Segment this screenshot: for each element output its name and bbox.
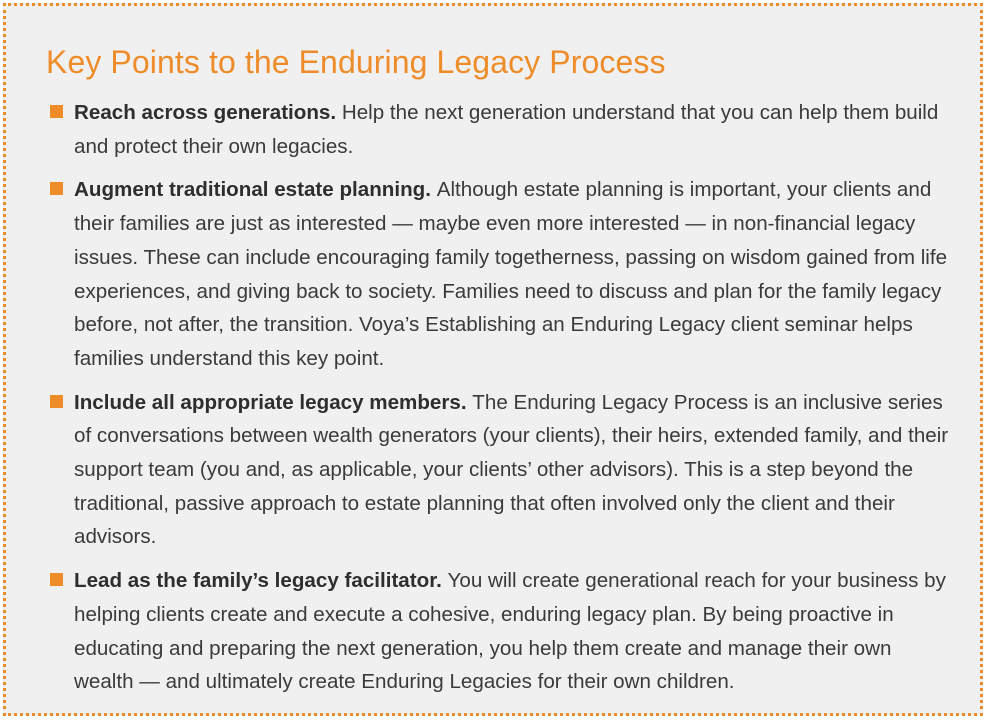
- key-point-text: The Enduring Legacy Process is an inclusive series of conversations between wealth generators (your clients), their heirs, extended family, and their support team (you and, as applicable, your clients’ other advisors). This is a step beyond the traditional, passive approach to estate planning that often involved only the client and their advisors.: [74, 390, 949, 549]
- square-bullet-icon: [50, 105, 63, 118]
- key-point-include-legacy-members: [50, 386, 950, 555]
- key-point-augment-estate-planning: [50, 173, 950, 375]
- key-point-text: You will create generational reach for your business by helping clients create and execute a cohesive, enduring legacy plan. By being proactive in educating and preparing the next generation, you help them create and manage their own wealth — and ultimately create Enduring Legacies for their own children.: [74, 569, 946, 694]
- key-point-lead-as-facilitator: [50, 564, 950, 699]
- key-point-lead: Reach across generations.: [74, 101, 342, 124]
- key-point-lead: Lead as the family’s legacy facilitator.: [74, 569, 448, 593]
- key-point-lead: Include all appropriate legacy members.: [74, 390, 473, 414]
- key-point-text: Although estate planning is important, your clients and their families are just as interested — maybe even more interested — in non-financial legacy issues. These can include encouraging family togetherness, passing on wisdom gained from life experiences, and giving back to society. Families need to discuss and plan for the family legacy before, not after, the transition. Voya’s Establishing an Enduring Legacy client seminar helps families understand this key point.: [74, 178, 948, 370]
- square-bullet-icon: [50, 182, 63, 195]
- square-bullet-icon: [50, 395, 63, 408]
- key-point-text: Help the next generation understand that you can help them build and protect their own legacies.: [74, 101, 939, 158]
- square-bullet-icon: [50, 573, 63, 586]
- key-point-reach-across-generations: [50, 96, 950, 163]
- key-point-lead: Augment traditional estate planning.: [74, 178, 437, 202]
- key-points-panel: [3, 3, 983, 716]
- panel-title: Key Points to the Enduring Legacy Process: [46, 44, 666, 80]
- key-points-list: [50, 96, 950, 709]
